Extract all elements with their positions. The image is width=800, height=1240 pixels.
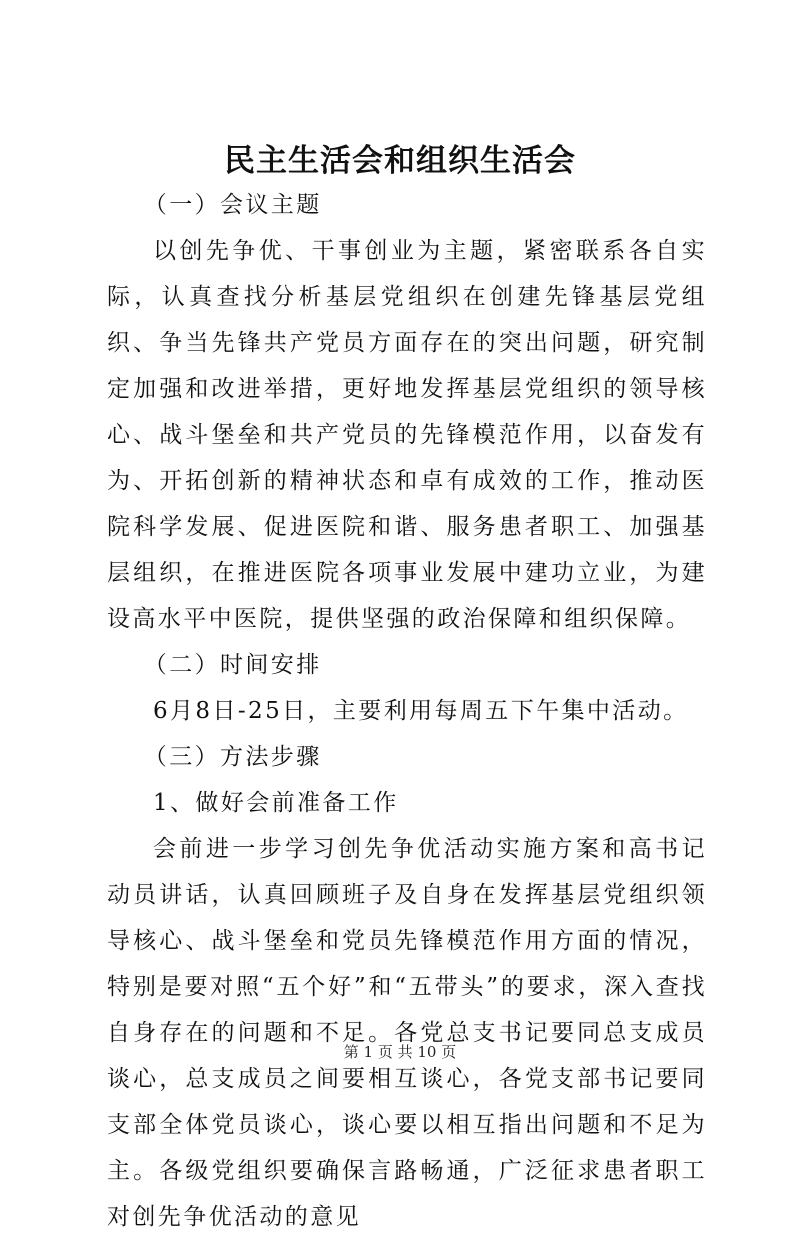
section-heading-theme: （一）会议主题 (143, 192, 322, 218)
paragraph-schedule: 6月8日-25日，主要利用每周五下午集中活动。 (153, 698, 689, 724)
paragraph-preparation: 会前进一步学习创先争优活动实施方案和高书记动员讲话，认真回顾班子及自身在发挥基层党组织领导核心、战斗堡垒和党员先锋模范作用方面的情况，特别是要对照“五个好”和“五带头”的要求，深入查找自身存在的问题和不足。各党总支书记要同总支成员谈心，总支成员之间要相互谈心，各党支部书记要同支部全体党员谈心，谈心要以相互指出问题和不足为主。各级党组织要确保言路畅通，广泛征求患者职工对创先争优活动的意见 (107, 836, 707, 1230)
section-heading-schedule: （二）时间安排 (143, 652, 322, 678)
paragraph-theme: 以创先争优、干事创业为主题，紧密联系各自实际，认真查找分析基层党组织在创建先锋基层党组织、争当先锋共产党员方面存在的突出问题，研究制定加强和改进举措，更好地发挥基层党组织的领导核心、战斗堡垒和共产党员的先锋模范作用，以奋发有为、开拓创新的精神状态和卓有成效的工作，推动医院科学发展、促进医院和谐、服务患者职工、加强基层组织，在推进医院各项事业发展中建功立业，为建设高水平中医院，提供坚强的政治保障和组织保障。 (107, 238, 707, 632)
section-heading-method: （三）方法步骤 (143, 744, 322, 770)
document-body (107, 182, 707, 1240)
subheading-preparation: 1、做好会前准备工作 (153, 790, 399, 816)
page-footer: 第 1 页 共 10 页 (343, 1043, 457, 1061)
document-title: 民主生活会和组织生活会 (224, 143, 576, 179)
